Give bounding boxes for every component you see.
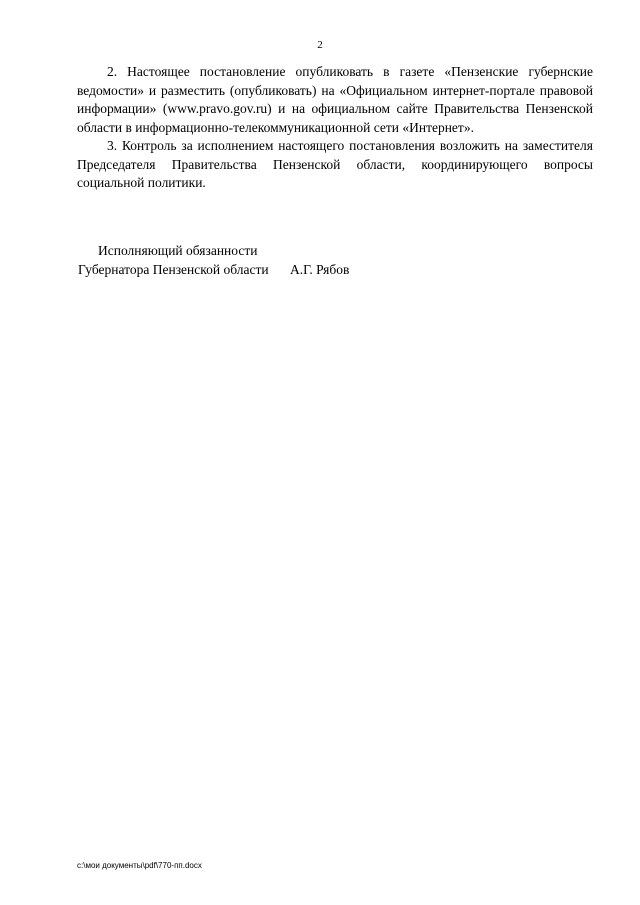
- document-body: [77, 63, 593, 193]
- signatory-title-line2: Губернатора Пензенской области: [78, 262, 269, 277]
- signatory-title-line1: Исполняющий обязанности: [98, 243, 258, 258]
- page-number: 2: [317, 39, 323, 51]
- signatory-name: А.Г. Рябов: [289, 262, 350, 277]
- paragraph-publication: 2. Настоящее постановление опубликовать в газете «Пензенские губернские ведомости» и разместить (опубликовать) на «Официальном интернет-портале правовой информации» (www.pravo.gov.ru) и на официальном сайте Правительства Пензенской области в информационно-телекоммуникационной сети «Интернет».: [77, 64, 593, 135]
- signatory-title-line2-row: [78, 260, 349, 279]
- paragraph-control: 3. Контроль за исполнением настоящего постановления возложить на заместителя Председателя Правительства Пензенской области, координирующего вопросы социальной политики.: [77, 138, 593, 190]
- signature-block: [78, 241, 349, 279]
- footer-file-path: c:\мои документы\pdf\770-пп.docx: [77, 861, 202, 870]
